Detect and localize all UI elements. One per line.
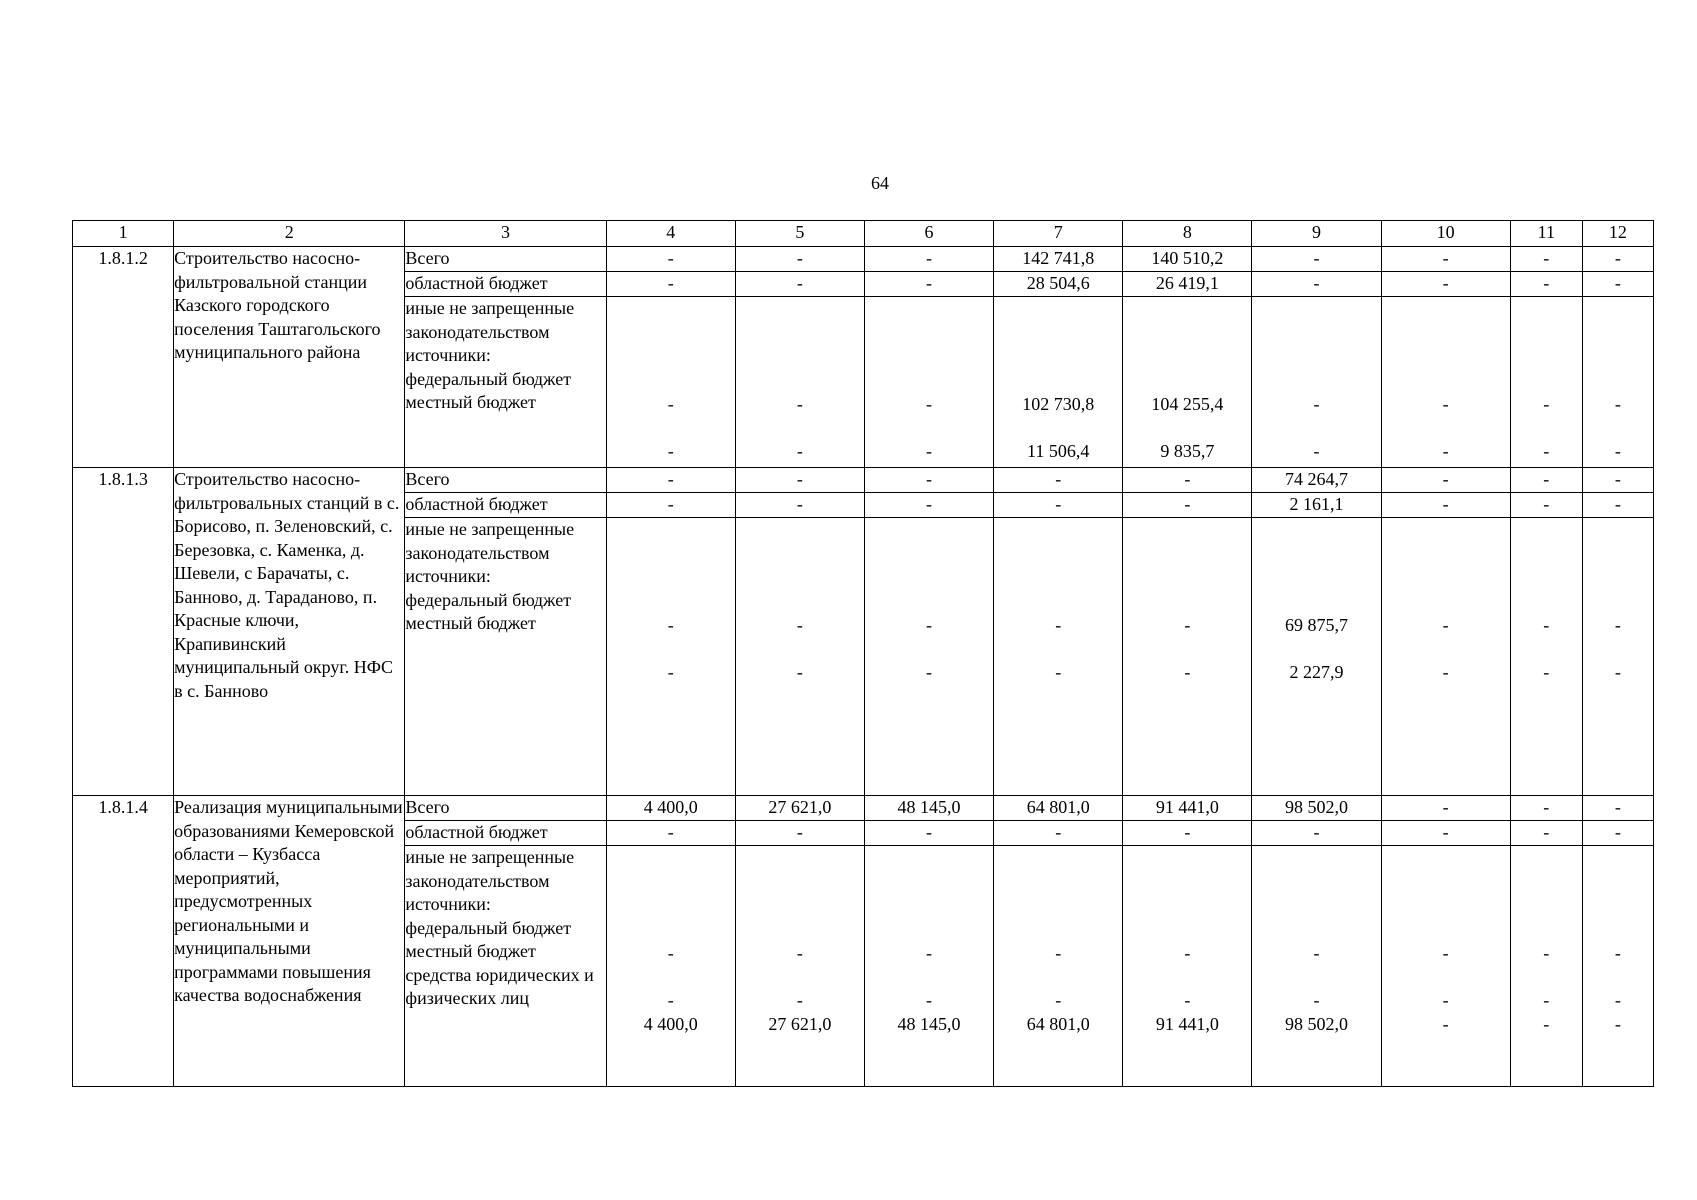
item-name-cell: Строительство насосно-фильтровальной станции Казского городского поселения Таштагольского муниципального района xyxy=(174,247,405,468)
value-cell: 2 161,1 xyxy=(1252,493,1381,518)
local-budget-value: 11 506,4 xyxy=(1027,441,1090,461)
value-cell: - xyxy=(1252,272,1381,297)
legal-entities-value: - xyxy=(1543,1013,1550,1034)
header-cell: 6 xyxy=(864,221,993,247)
legal-entities-label: средства юридических и физических лиц xyxy=(405,964,594,1008)
federal-budget-value: - xyxy=(1442,615,1449,635)
value-cell xyxy=(606,518,735,796)
header-cell: 3 xyxy=(405,221,606,247)
value-cell: 26 419,1 xyxy=(1123,272,1252,297)
legal-entities-value: - xyxy=(1614,1013,1621,1034)
value-cell: - xyxy=(606,821,735,846)
source-label-cell: Всего xyxy=(405,468,606,493)
value-cell xyxy=(1252,297,1381,468)
value-cell xyxy=(735,518,864,796)
federal-budget-value: - xyxy=(667,943,674,963)
value-cell xyxy=(1510,518,1582,796)
local-budget-value: - xyxy=(796,990,803,1010)
page-number: 64 xyxy=(871,173,889,193)
value-cell: - xyxy=(1123,468,1252,493)
local-budget-value: - xyxy=(1614,662,1621,682)
value-cell xyxy=(1510,846,1582,1087)
local-budget-label: местный бюджет xyxy=(405,941,536,961)
value-cell xyxy=(1252,518,1381,796)
federal-budget-value: - xyxy=(667,394,674,414)
local-budget-value: - xyxy=(667,990,674,1010)
federal-budget-value: - xyxy=(926,943,933,963)
federal-budget-value: - xyxy=(926,615,933,635)
value-cell: - xyxy=(735,468,864,493)
value-cell: 4 400,0 xyxy=(606,796,735,821)
value-cell: - xyxy=(1582,468,1653,493)
other-sources-label: иные не запрещенные законодательством источники: xyxy=(405,298,575,365)
federal-budget-value: - xyxy=(926,394,933,414)
value-cell: - xyxy=(1510,468,1582,493)
value-cell: - xyxy=(1582,247,1653,272)
value-cell xyxy=(1582,297,1653,468)
header-cell: 9 xyxy=(1252,221,1381,247)
value-cell: 91 441,0 xyxy=(1123,796,1252,821)
value-cell: 64 801,0 xyxy=(994,796,1123,821)
federal-budget-label: федеральный бюджет xyxy=(405,368,572,389)
value-cell: - xyxy=(994,493,1123,518)
local-budget-value: - xyxy=(1543,662,1550,682)
value-cell: - xyxy=(1510,821,1582,846)
value-cell: - xyxy=(735,493,864,518)
value-cell: 28 504,6 xyxy=(994,272,1123,297)
value-cell: - xyxy=(864,821,993,846)
legal-entities-value: 48 145,0 xyxy=(897,1013,961,1034)
federal-budget-value: - xyxy=(1313,394,1320,414)
federal-budget-value: - xyxy=(1543,394,1550,414)
local-budget-value: - xyxy=(1442,441,1449,461)
local-budget-value: - xyxy=(926,441,933,461)
value-cell xyxy=(735,297,864,468)
local-budget-value: - xyxy=(1055,662,1062,682)
value-cell: - xyxy=(1381,272,1510,297)
table-body xyxy=(73,247,1654,1087)
value-cell: - xyxy=(1510,247,1582,272)
legal-entities-value: 91 441,0 xyxy=(1155,1013,1219,1034)
budget-table xyxy=(72,220,1654,1087)
value-cell: - xyxy=(994,821,1123,846)
federal-budget-value: - xyxy=(1614,943,1621,963)
header-cell: 2 xyxy=(174,221,405,247)
other-sources-label: иные не запрещенные законодательством источники: xyxy=(405,847,575,914)
value-cell: 27 621,0 xyxy=(735,796,864,821)
legal-entities-value: 27 621,0 xyxy=(768,1013,832,1034)
value-cell xyxy=(1123,846,1252,1087)
value-cell: - xyxy=(1381,493,1510,518)
legal-entities-value: - xyxy=(1442,1013,1449,1034)
value-cell: - xyxy=(1582,821,1653,846)
local-budget-value: - xyxy=(1442,662,1449,682)
local-budget-value: - xyxy=(1614,990,1621,1010)
value-cell: - xyxy=(735,247,864,272)
value-cell xyxy=(1510,297,1582,468)
value-cell: - xyxy=(864,468,993,493)
value-cell: - xyxy=(1582,796,1653,821)
federal-budget-value: 104 255,4 xyxy=(1151,394,1224,414)
header-cell: 11 xyxy=(1510,221,1582,247)
table-row xyxy=(73,468,1654,493)
value-cell xyxy=(1381,297,1510,468)
federal-budget-value: - xyxy=(1184,943,1191,963)
local-budget-value: - xyxy=(796,441,803,461)
header-cell: 8 xyxy=(1123,221,1252,247)
value-cell: - xyxy=(606,272,735,297)
table-header-row xyxy=(73,221,1654,247)
header-cell: 10 xyxy=(1381,221,1510,247)
item-name-cell: Строительство насосно-фильтровальных станций в с. Борисово, п. Зеленовский, с. Березовка, с. Каменка, д. Шевели, с Барачаты, с. Банново, д. Тараданово, п. Красные ключи, Крапивинский муниципальный округ. НФС в с. Банново xyxy=(174,468,405,796)
federal-budget-value: - xyxy=(667,615,674,635)
source-label-cell: областной бюджет xyxy=(405,272,606,297)
value-cell: - xyxy=(1381,468,1510,493)
value-cell xyxy=(864,846,993,1087)
item-code-cell: 1.8.1.3 xyxy=(73,468,174,796)
local-budget-value: - xyxy=(926,662,933,682)
federal-budget-value: 102 730,8 xyxy=(1022,394,1095,414)
source-label-cell xyxy=(405,297,606,468)
value-cell xyxy=(1582,518,1653,796)
local-budget-value: - xyxy=(1543,990,1550,1010)
value-cell: - xyxy=(1123,821,1252,846)
local-budget-value: 2 227,9 xyxy=(1289,662,1344,682)
value-cell: - xyxy=(994,468,1123,493)
value-cell: - xyxy=(1582,272,1653,297)
local-budget-value: 9 835,7 xyxy=(1160,441,1215,461)
source-label-cell xyxy=(405,846,606,1087)
value-cell: - xyxy=(864,493,993,518)
federal-budget-value: - xyxy=(796,943,803,963)
local-budget-value: - xyxy=(926,990,933,1010)
federal-budget-value: - xyxy=(1543,943,1550,963)
value-cell xyxy=(606,846,735,1087)
value-cell: 74 264,7 xyxy=(1252,468,1381,493)
legal-entities-value: 98 502,0 xyxy=(1285,1013,1349,1034)
value-cell: - xyxy=(864,247,993,272)
local-budget-value: - xyxy=(667,662,674,682)
value-cell: - xyxy=(735,821,864,846)
header-cell: 7 xyxy=(994,221,1123,247)
federal-budget-value: - xyxy=(796,394,803,414)
table-row xyxy=(73,247,1654,272)
source-label-cell: областной бюджет xyxy=(405,493,606,518)
federal-budget-value: - xyxy=(1055,943,1062,963)
local-budget-value: - xyxy=(1184,662,1191,682)
local-budget-value: - xyxy=(1055,990,1062,1010)
header-cell: 12 xyxy=(1582,221,1653,247)
value-cell xyxy=(606,297,735,468)
local-budget-label: местный бюджет xyxy=(405,392,536,412)
local-budget-value: - xyxy=(667,441,674,461)
value-cell: - xyxy=(1252,247,1381,272)
local-budget-value: - xyxy=(1614,441,1621,461)
federal-budget-value: - xyxy=(1313,943,1320,963)
local-budget-label: местный бюджет xyxy=(405,613,536,633)
value-cell: - xyxy=(1252,821,1381,846)
value-cell: - xyxy=(1510,796,1582,821)
local-budget-value: - xyxy=(796,662,803,682)
source-label-cell: Всего xyxy=(405,796,606,821)
value-cell: - xyxy=(864,272,993,297)
source-label-cell: Всего xyxy=(405,247,606,272)
value-cell: - xyxy=(606,468,735,493)
source-label-cell xyxy=(405,518,606,796)
federal-budget-value: - xyxy=(1614,394,1621,414)
value-cell xyxy=(1582,846,1653,1087)
local-budget-value: - xyxy=(1442,990,1449,1010)
federal-budget-value: - xyxy=(1614,615,1621,635)
header-cell: 4 xyxy=(606,221,735,247)
value-cell: - xyxy=(606,493,735,518)
legal-entities-value: 64 801,0 xyxy=(1026,1013,1090,1034)
local-budget-value: - xyxy=(1313,441,1320,461)
value-cell: 98 502,0 xyxy=(1252,796,1381,821)
federal-budget-value: - xyxy=(796,615,803,635)
header-cell: 5 xyxy=(735,221,864,247)
federal-budget-value: 69 875,7 xyxy=(1285,615,1349,635)
source-label-cell: областной бюджет xyxy=(405,821,606,846)
value-cell xyxy=(864,518,993,796)
value-cell: 48 145,0 xyxy=(864,796,993,821)
value-cell xyxy=(994,846,1123,1087)
federal-budget-value: - xyxy=(1442,394,1449,414)
value-cell xyxy=(994,297,1123,468)
item-code-cell: 1.8.1.4 xyxy=(73,796,174,1087)
value-cell: 140 510,2 xyxy=(1123,247,1252,272)
value-cell: - xyxy=(1381,821,1510,846)
table-row xyxy=(73,796,1654,821)
value-cell: - xyxy=(606,247,735,272)
item-code-cell: 1.8.1.2 xyxy=(73,247,174,468)
value-cell xyxy=(994,518,1123,796)
value-cell: - xyxy=(1510,493,1582,518)
value-cell: - xyxy=(1123,493,1252,518)
value-cell xyxy=(735,846,864,1087)
local-budget-value: - xyxy=(1543,441,1550,461)
local-budget-value: - xyxy=(1313,990,1320,1010)
value-cell: - xyxy=(735,272,864,297)
value-cell xyxy=(1123,518,1252,796)
value-cell: - xyxy=(1381,247,1510,272)
value-cell: - xyxy=(1381,796,1510,821)
federal-budget-value: - xyxy=(1442,943,1449,963)
local-budget-value: - xyxy=(1184,990,1191,1010)
federal-budget-value: - xyxy=(1184,615,1191,635)
value-cell xyxy=(864,297,993,468)
legal-entities-value: 4 400,0 xyxy=(643,1013,698,1034)
federal-budget-label: федеральный бюджет xyxy=(405,917,572,938)
item-name-cell: Реализация муниципальными образованиями Кемеровской области – Кузбасса мероприятий, предусмотренных региональными и муниципальными программами повышения качества водоснабжения xyxy=(174,796,405,1087)
value-cell xyxy=(1252,846,1381,1087)
value-cell: - xyxy=(1582,493,1653,518)
value-cell xyxy=(1381,846,1510,1087)
value-cell xyxy=(1381,518,1510,796)
header-cell: 1 xyxy=(73,221,174,247)
value-cell: 142 741,8 xyxy=(994,247,1123,272)
value-cell: - xyxy=(1510,272,1582,297)
value-cell xyxy=(1123,297,1252,468)
federal-budget-value: - xyxy=(1543,615,1550,635)
other-sources-label: иные не запрещенные законодательством источники: xyxy=(405,519,575,586)
federal-budget-value: - xyxy=(1055,615,1062,635)
federal-budget-label: федеральный бюджет xyxy=(405,589,572,610)
